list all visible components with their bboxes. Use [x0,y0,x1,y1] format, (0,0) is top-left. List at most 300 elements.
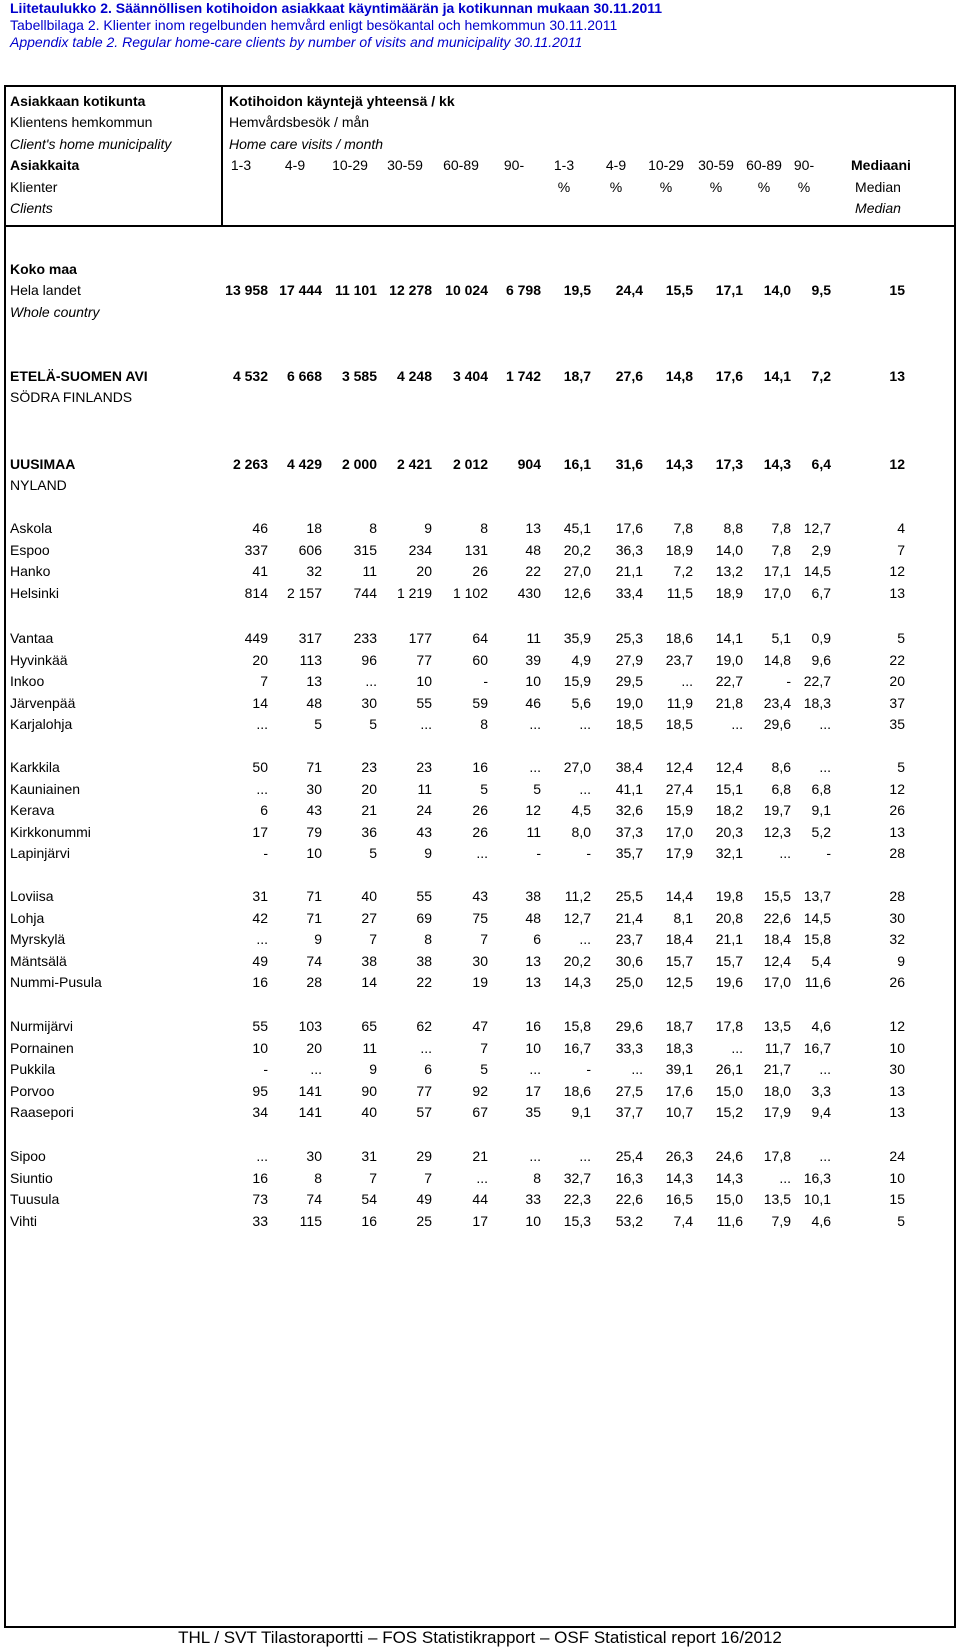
table-cell: 14,3 [665,1169,693,1186]
table-cell: 43 [472,888,488,904]
table-cell: 28 [889,845,905,862]
table-cell: 43 [416,823,432,840]
table-cell: 73 [252,1191,268,1208]
table-cell: 55 [416,694,432,711]
summary-value: 1 742 [505,368,541,384]
table-cell: 47 [472,1018,488,1034]
table-row [0,1188,960,1211]
table-cell: ... [529,1148,541,1164]
table-cell: 16,3 [615,1169,643,1186]
table-cell: 6 [260,802,268,819]
header-clients-label: Asiakkaita [10,157,80,174]
table-cell: 41 [252,563,268,580]
table-cell: 14,5 [803,909,831,926]
table-cell: 10,7 [665,1104,693,1121]
table-cell: ... [631,1061,643,1078]
table-cell: ... [819,759,831,775]
summary-value: 6 668 [286,368,322,384]
table-row [0,1145,960,1168]
table-cell: 315 [353,541,377,558]
table-cell: 18,2 [715,802,743,819]
header-clients-label: Clients [10,200,53,216]
table-cell: 9,1 [811,802,831,819]
table-cell: 23 [361,759,377,775]
table-cell: 71 [306,888,322,904]
table-cell: 92 [472,1082,488,1099]
table-cell: 15,9 [563,673,591,690]
table-cell: 18,6 [563,1082,591,1099]
header-band: 90- [793,157,815,174]
table-cell: 15,0 [715,1191,743,1208]
table-cell: - [483,673,488,690]
table-cell: 12 [525,802,541,819]
table-cell: 7 [480,931,488,948]
summary-value: 6 798 [505,282,541,299]
municipality-name: Kauniainen [10,780,81,797]
header-visits-label: Kotihoidon käyntejä yhteensä / kk [229,93,455,109]
summary-value: 2 263 [232,456,268,472]
table-cell: 20,2 [563,952,591,969]
table-cell: 12 [889,1018,905,1034]
table-cell: 64 [472,630,488,646]
summary-name: UUSIMAA [10,456,76,472]
table-cell: 14,3 [563,974,591,991]
table-cell: 20,8 [715,909,743,926]
table-cell: 67 [472,1104,488,1121]
table-cell: 11,5 [666,584,693,601]
summary-value: 14,3 [665,456,693,472]
table-cell: 71 [306,759,322,775]
table-row [0,756,960,779]
table-cell: 4,5 [571,802,591,819]
table-cell: 29,6 [763,716,791,733]
header-pct: % [709,178,723,195]
table-cell: 6,8 [811,780,831,797]
table-cell: 11 [362,1039,377,1056]
table-cell: 7,2 [673,563,693,580]
table-cell: 5,2 [811,823,831,840]
municipality-name: Helsinki [10,584,60,601]
table-cell: 11,9 [666,694,693,711]
header-median: Mediaani [851,157,911,174]
table-cell: 10 [889,1039,905,1056]
table-cell: 28 [889,888,905,904]
table-cell: 0,9 [811,630,831,646]
table-cell: 12,3 [763,823,791,840]
table-cell: 1 219 [396,584,432,601]
table-cell: ... [256,931,268,948]
table-cell: 115 [299,1212,322,1229]
table-cell: 37,3 [615,823,643,840]
table-cell: 32,7 [563,1169,591,1186]
header-clients-label: Klienter [10,178,58,195]
table-cell: 8,1 [673,909,693,926]
table-cell: 18,5 [665,716,693,733]
table-cell: 19,0 [715,651,743,668]
table-cell: 34 [252,1104,268,1121]
header-band: 30-59 [698,157,734,174]
table-cell: 26,3 [665,1148,693,1164]
table-cell: 5 [897,630,905,646]
table-cell: ... [681,673,693,690]
summary-value: 17,1 [715,282,743,299]
table-cell: 17,0 [763,584,791,601]
header-band: 10-29 [332,157,368,174]
summary-row-label [0,474,960,497]
table-cell: 19,0 [615,694,643,711]
table-cell: - [826,845,831,862]
summary-value: 2 000 [341,456,377,472]
table-cell: 54 [361,1191,377,1208]
table-cell: 48 [306,694,322,711]
table-cell: 96 [361,651,377,668]
table-cell: 29,5 [615,673,643,690]
table-row [0,539,960,562]
table-cell: 16,7 [563,1039,591,1056]
municipality-name: Tuusula [10,1191,60,1208]
table-cell: 10 [306,845,322,862]
header-visits-label: Hemvårdsbesök / mån [229,114,370,131]
table-cell: 6,7 [811,584,831,601]
table-cell: 10 [525,673,541,690]
table-cell: 30 [472,952,488,969]
table-cell: 141 [298,1104,322,1121]
table-cell: 12,4 [715,759,743,775]
table-cell: 7,4 [673,1212,693,1229]
titles [10,0,950,51]
table-cell: 7 [897,541,905,558]
table-cell: 11,2 [564,888,591,904]
table-cell: 57 [416,1104,432,1121]
table-cell: 15,5 [763,888,791,904]
table-cell: 21,1 [615,563,643,580]
table-cell: 29 [416,1148,432,1164]
table-cell: 37,7 [615,1104,643,1121]
table-cell: 11 [526,630,541,646]
table-cell: 16 [252,974,268,991]
header-band: 4-9 [284,157,306,174]
table-cell: 90 [361,1082,377,1099]
table-cell: 13 [525,520,541,536]
table-cell: 8,6 [771,759,791,775]
table-row [0,950,960,973]
footer: THL / SVT Tilastoraportti – FOS Statistikrapport – OSF Statistical report 16/2012 [178,1628,782,1647]
table-cell: 7 [369,931,377,948]
table-cell: 20,3 [715,823,743,840]
table-cell: 32 [306,563,322,580]
table-cell: 22 [889,651,905,668]
municipality-name: Porvoo [10,1082,55,1099]
table-cell: 6,8 [771,780,791,797]
table-cell: 5,4 [811,952,831,969]
table-cell: 10 [416,673,432,690]
table-cell: 33,3 [615,1039,643,1056]
table-cell: 48 [525,541,541,558]
municipality-name: Hyvinkää [10,651,68,668]
summary-value: 13 958 [225,282,268,299]
table-cell: 38 [361,952,377,969]
table-cell: 337 [244,541,268,558]
summary-value: 15,5 [665,282,693,299]
table-cell: 6 [533,931,541,948]
header-median: Median [855,200,901,216]
table-cell: 22,7 [803,673,831,690]
table-cell: 55 [416,888,432,904]
title-en: Appendix table 2. Regular home-care clients by number of visits and municipality 30.11.2011 [10,34,583,50]
table-cell: 3,3 [811,1082,831,1099]
table-cell: 46 [252,520,268,536]
table-cell: 23,7 [615,931,643,948]
summary-value: 12 [889,456,905,472]
table-cell: 10 [525,1039,541,1056]
table-cell: ... [779,1169,791,1186]
table-cell: 71 [306,909,322,926]
table-cell: 5 [533,780,541,797]
table-cell: 77 [416,651,432,668]
summary-value: 24,4 [615,282,643,299]
table-cell: 79 [306,823,322,840]
table-cell: 5 [369,845,377,862]
table-cell: 30,6 [615,952,643,969]
table-cell: 7 [480,1039,488,1056]
municipality-name: Kirkkonummi [10,823,91,840]
summary-value: 2 421 [396,456,432,472]
summary-name: Whole country [10,303,100,320]
table-cell: 1 102 [452,584,488,601]
municipality-name: Lohja [10,909,45,926]
table-row [0,582,960,605]
table-cell: 5,6 [571,694,591,711]
header-band: 30-59 [387,157,423,174]
table-cell: 49 [416,1191,432,1208]
table-cell: ... [579,716,591,733]
table-row [0,1037,960,1060]
table-cell: 5 [480,1061,488,1078]
table-row [0,799,960,822]
table-cell: ... [420,716,432,733]
table-cell: 26 [889,802,905,819]
table-cell: 42 [252,909,268,926]
summary-name: SÖDRA FINLANDS [10,389,133,406]
table-cell: 26 [889,974,905,991]
summary-value: 4 248 [396,368,432,384]
table-cell: 17 [252,823,268,840]
summary-row-label [0,301,960,324]
summary-value: 19,5 [563,282,591,299]
header-pct: % [609,178,623,195]
summary-value: 6,4 [811,456,831,472]
municipality-name: Nurmijärvi [10,1018,73,1034]
table-cell: 2,9 [811,541,831,558]
table-cell: 12,5 [665,974,693,991]
table-cell: 113 [299,651,322,668]
table-cell: 14 [361,974,377,991]
table-cell: 14,1 [715,630,743,646]
table-cell: 25,3 [615,630,643,646]
header-band: 4-9 [605,157,627,174]
municipality-name: Mäntsälä [10,952,67,969]
municipality-name: Pornainen [10,1039,74,1056]
table-cell: 31 [361,1148,377,1164]
table-cell: 24 [416,802,432,819]
table-cell: 18,6 [665,630,693,646]
summary-value: 27,6 [615,368,643,384]
summary-value: 4 532 [232,368,268,384]
table-cell: ... [731,716,743,733]
header-row [0,111,960,134]
table-cell: 8 [369,520,377,536]
table-cell: 20 [889,673,905,690]
table-cell: 7 [369,1169,377,1186]
table-cell: 35 [889,716,905,733]
table-cell: 13 [525,952,541,969]
table-cell: 8 [533,1169,541,1186]
table-cell: 22,3 [563,1191,591,1208]
table-cell: 27,5 [615,1082,643,1099]
table-row [0,778,960,801]
table-cell: 18,0 [763,1082,791,1099]
summary-value: 17,3 [715,456,743,472]
table-cell: 5 [897,759,905,775]
table-cell: 24,6 [715,1148,743,1164]
table-cell: - [586,845,591,862]
table-cell: 13,7 [803,888,831,904]
municipality-name: Nummi-Pusula [10,974,102,991]
summary-value: 7,2 [811,368,831,384]
table-cell: 13 [889,1104,905,1121]
table-cell: 8 [314,1169,322,1186]
table-cell: 12,7 [563,909,591,926]
table-cell: 25,0 [615,974,643,991]
title-fi: Liitetaulukko 2. Säännöllisen kotihoidon asiakkaat käyntimäärän ja kotikunnan mukaan 30.11.2011 [10,0,663,16]
table-cell: 62 [416,1018,432,1034]
table-cell: 14,0 [715,541,743,558]
header-pct: % [757,178,771,195]
table-cell: 27,0 [563,563,591,580]
table-row [0,885,960,908]
table-cell: ... [529,1061,541,1078]
summary-name: NYLAND [10,477,67,494]
municipality-name: Karjalohja [10,716,73,733]
table-cell: 40 [361,888,377,904]
municipality-name: Vantaa [10,630,54,646]
table-cell: 46 [525,694,541,711]
table-cell: 13 [889,584,905,601]
summary-value: 13 [889,368,905,384]
table-cell: - [263,1061,268,1078]
table-cell: 11,6 [804,974,831,991]
table-cell: 33 [525,1191,541,1208]
summary-row [0,453,960,476]
table-cell: 26 [472,563,488,580]
summary-name: ETELÄ-SUOMEN AVI [10,368,148,384]
table-cell: 22 [525,563,541,580]
table-cell: 13,5 [763,1191,791,1208]
table-cell: 14,8 [763,651,791,668]
table-cell: ... [310,1061,322,1078]
table-cell: 35,7 [615,845,643,862]
table-cell: 13,2 [715,563,743,580]
table-cell: 38 [416,952,432,969]
summary-value: 18,7 [563,368,591,384]
summary-value: 3 404 [452,368,488,384]
header-pct-row [0,176,960,199]
table-cell: ... [819,1061,831,1078]
table-cell: 17,0 [763,974,791,991]
table-cell: 60 [472,651,488,668]
table-cell: 12 [889,780,905,797]
table-cell: 8,0 [571,823,591,840]
table-cell: 5 [314,716,322,733]
table-cell: 24 [889,1148,905,1164]
table-cell: 75 [472,909,488,926]
table-cell: 7,8 [771,541,791,558]
table-row [0,627,960,650]
table-cell: 17,6 [665,1082,693,1099]
table-cell: ... [779,845,791,862]
table-cell: 4 [897,520,905,536]
table-cell: 16,7 [803,1039,831,1056]
table-cell: 12,4 [763,952,791,969]
table-cell: 95 [252,1082,268,1099]
table-cell: 814 [244,584,268,601]
table-row [0,907,960,930]
municipality-name: Myrskylä [10,931,66,948]
table-cell: 20 [361,780,377,797]
municipality-name: Järvenpää [10,694,76,711]
table-cell: 21 [361,802,377,819]
table-cell: ... [579,931,591,948]
municipality-name: Pukkila [10,1061,56,1078]
summary-value: 3 585 [341,368,377,384]
table-cell: 12,7 [803,520,831,536]
municipality-name: Loviisa [10,888,54,904]
table-cell: 48 [525,909,541,926]
table-cell: 39 [525,651,541,668]
table-cell: 37 [889,694,905,711]
table-cell: 19,8 [715,888,743,904]
table-cell: 23,7 [665,651,693,668]
summary-value: 4 429 [286,456,322,472]
municipality-name: Askola [10,520,53,536]
title-sv: Tabellbilaga 2. Klienter inom regelbunden hemvård enligt besökantal och hemkommun 30.11.2011 [10,17,618,33]
municipality-name: Lapinjärvi [10,845,70,862]
table-cell: 30 [306,1148,322,1164]
table-cell: 16 [472,759,488,775]
table-cell: 744 [353,584,377,601]
table-cell: 14 [252,694,268,711]
table-cell: ... [529,716,541,733]
table-cell: 8 [480,716,488,733]
table-cell: 9 [369,1061,377,1078]
table-cell: ... [256,1148,268,1164]
table-row [0,1015,960,1038]
summary-value: 31,6 [615,456,643,472]
table-cell: 25,4 [615,1148,643,1164]
table-cell: 35,9 [563,630,591,646]
table-cell: 16 [361,1212,377,1229]
table-cell: 69 [416,909,432,926]
table-cell: 430 [517,584,541,601]
table-cell: 131 [464,541,488,558]
table-row [0,670,960,693]
header-band: 1-3 [230,157,252,174]
table-row [0,842,960,865]
table-cell: 33 [252,1212,268,1229]
table-cell: 19,7 [763,802,791,819]
table-cell: 16,3 [803,1169,831,1186]
header-pct: % [797,178,811,195]
